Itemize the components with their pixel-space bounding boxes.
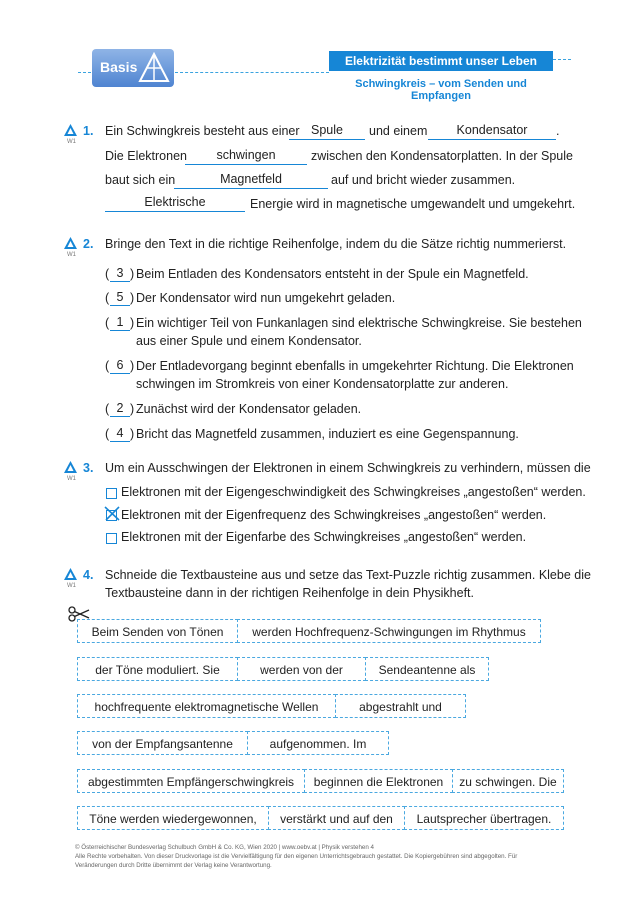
chapter-title: Elektrizität bestimmt unser Leben xyxy=(329,51,553,71)
task1-answer1: Spule xyxy=(311,123,343,137)
level-triangle-icon xyxy=(64,237,77,249)
paren-open: ( xyxy=(105,291,110,305)
level-triangle-icon xyxy=(64,124,77,136)
order-number-input[interactable]: 3 xyxy=(110,266,130,282)
paren-open: ( xyxy=(105,402,110,416)
task1-line1-end: . xyxy=(556,124,560,138)
paren-close: ) xyxy=(130,402,135,416)
order-sentence: Bricht das Magnetfeld zusammen, induziert es eine Gegenspannung. xyxy=(136,427,519,441)
option-label: Elektronen mit der Eigenfrequenz des Schwingkreises „angestoßen“ werden. xyxy=(121,508,547,522)
chapter-subtitle: Schwingkreis – vom Senden und Empfangen xyxy=(355,78,527,102)
task1-line3-after: auf und bricht wieder zusammen. xyxy=(331,173,516,187)
task1-line2-after: zwischen den Kondensatorplatten. In der Spule xyxy=(311,149,573,163)
task1-line1-middle: und einem xyxy=(369,124,428,138)
order-number-input[interactable]: 5 xyxy=(110,290,130,306)
puzzle-piece[interactable]: von der Empfangsantenne xyxy=(77,731,248,755)
order-number-input[interactable]: 2 xyxy=(110,401,130,417)
logo-label: Basis xyxy=(100,59,138,75)
order-sentence: Ein wichtiger Teil von Funkanlagen sind elektrische Schwingkreise. Sie bestehen xyxy=(136,316,582,330)
task3-instruction: Um ein Ausschwingen der Elektronen in einem Schwingkreis zu verhindern, müssen die xyxy=(105,461,591,475)
task2-number: 2. xyxy=(83,237,94,251)
task1-answer5: Elektrische xyxy=(144,195,206,209)
order-sentence-cont: aus einer Spule und einem Kondensator. xyxy=(136,334,362,348)
option-label: Elektronen mit der Eigengeschwindigkeit des Schwingkreises „angestoßen“ werden. xyxy=(121,485,586,499)
order-number-input[interactable]: 6 xyxy=(110,358,130,374)
puzzle-piece[interactable]: Lautsprecher übertragen. xyxy=(404,806,564,830)
puzzle-piece[interactable]: abgestimmten Empfängerschwingkreis xyxy=(77,769,305,793)
task1-number: 1. xyxy=(83,124,94,138)
puzzle-piece[interactable]: Beim Senden von Tönen xyxy=(77,619,238,643)
paren-close: ) xyxy=(130,359,135,373)
paren-close: ) xyxy=(130,316,135,330)
level-label: W1 xyxy=(67,252,76,258)
task1-answer2: Kondensator xyxy=(456,123,528,137)
task4-number: 4. xyxy=(83,568,94,582)
footer-rights: Alle Rechte vorbehalten. Von dieser Druckvorlage ist die Vervielfältigung für den eigenen Unterrichtsgebrauch gestattet. Die Kopiergebühren sind abgegolten. Für xyxy=(75,853,518,860)
option-checkbox[interactable] xyxy=(106,533,117,544)
puzzle-piece[interactable]: der Töne moduliert. Sie xyxy=(77,657,238,681)
task1-answer4: Magnetfeld xyxy=(220,172,282,186)
option-label: Elektronen mit der Eigenfarbe des Schwingkreises „angestoßen“ werden. xyxy=(121,530,527,544)
task1-line4-after: Energie wird in magnetische umgewandelt und umgekehrt. xyxy=(250,197,576,211)
paren-close: ) xyxy=(130,267,135,281)
order-sentence: Der Entladevorgang beginnt ebenfalls in umgekehrter Richtung. Die Elektronen xyxy=(136,359,574,373)
puzzle-piece[interactable]: aufgenommen. Im xyxy=(247,731,389,755)
order-sentence-cont: schwingen im Stromkreis von einer Kondensatorplatte zur anderen. xyxy=(136,377,509,391)
level-label: W1 xyxy=(67,583,76,589)
puzzle-piece[interactable]: werden von der xyxy=(237,657,366,681)
paren-open: ( xyxy=(105,316,110,330)
level-triangle-icon xyxy=(64,461,77,473)
puzzle-piece[interactable]: hochfrequente elektromagnetische Wellen xyxy=(77,694,336,718)
task4-instruction: Schneide die Textbausteine aus und setze das Text-Puzzle richtig zusammen. Klebe die xyxy=(105,568,591,582)
order-sentence: Beim Entladen des Kondensators entsteht in der Spule ein Magnetfeld. xyxy=(136,267,529,281)
paren-open: ( xyxy=(105,267,110,281)
puzzle-piece[interactable]: verstärkt und auf den xyxy=(268,806,405,830)
basis-logo xyxy=(92,49,174,87)
order-number-input[interactable]: 4 xyxy=(110,426,130,442)
puzzle-piece[interactable]: beginnen die Elektronen xyxy=(304,769,453,793)
puzzle-piece[interactable]: Sendeantenne als xyxy=(365,657,489,681)
level-label: W1 xyxy=(67,476,76,482)
paren-open: ( xyxy=(105,427,110,441)
header-dash-right xyxy=(553,59,571,60)
paren-close: ) xyxy=(130,427,135,441)
task1-line1-before: Ein Schwingkreis besteht aus einer xyxy=(105,124,300,138)
task1-line2-before: Die Elektronen xyxy=(105,149,187,163)
task1-answer3: schwingen xyxy=(216,148,276,162)
paren-open: ( xyxy=(105,359,110,373)
task1-line3-before: baut sich ein xyxy=(105,173,176,187)
order-sentence: Zunächst wird der Kondensator geladen. xyxy=(136,402,362,416)
puzzle-piece[interactable]: werden Hochfrequenz-Schwingungen im Rhythmus xyxy=(237,619,541,643)
task3-number: 3. xyxy=(83,461,94,475)
task2-instruction: Bringe den Text in die richtige Reihenfolge, indem du die Sätze richtig nummerierst. xyxy=(105,237,567,251)
footer-copyright: © Österreichischer Bundesverlag Schulbuch GmbH & Co. KG, Wien 2020 | www.oebv.at | Physik verstehen 4 xyxy=(75,844,374,851)
order-number-input[interactable]: 1 xyxy=(110,315,130,331)
puzzle-piece[interactable]: zu schwingen. Die xyxy=(452,769,564,793)
task4-instruction-cont: Textbausteine dann in der richtigen Reihenfolge in dein Physikheft. xyxy=(105,586,474,600)
puzzle-piece[interactable]: abgestrahlt und xyxy=(335,694,466,718)
paren-close: ) xyxy=(130,291,135,305)
checkmark-x-icon xyxy=(104,505,120,521)
footer-disclaimer: Veränderungen durch Dritte übernimmt der Verlag keine Verantwortung. xyxy=(75,862,272,869)
order-sentence: Der Kondensator wird nun umgekehrt geladen. xyxy=(136,291,396,305)
header-dash-middle xyxy=(175,72,329,73)
puzzle-piece[interactable]: Töne werden wiedergewonnen, xyxy=(77,806,269,830)
triangle-logo-icon xyxy=(138,52,170,84)
option-checkbox[interactable] xyxy=(106,488,117,499)
level-label: W1 xyxy=(67,139,76,145)
level-triangle-icon xyxy=(64,568,77,580)
